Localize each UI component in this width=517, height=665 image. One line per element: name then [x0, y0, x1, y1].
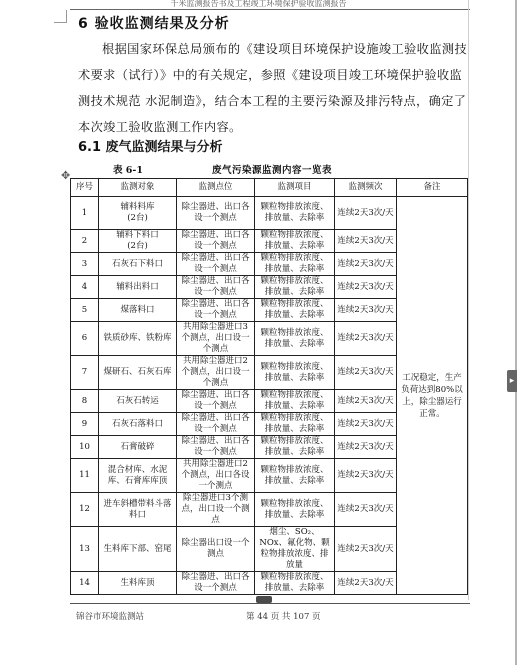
monitoring-object: 混合材库、水泥库、石膏库库顶 [99, 459, 177, 493]
row-number: 10 [71, 436, 99, 459]
row-number: 11 [71, 459, 99, 493]
monitoring-item: 颗粒物排放浓度、排放量、去除率 [255, 230, 335, 253]
margin-corner-mark [54, 10, 67, 23]
monitoring-object: 石灰石转运 [99, 390, 177, 413]
monitoring-object: 石膏破碎 [99, 436, 177, 459]
monitoring-object: 辅料料库 (2台) [99, 197, 177, 230]
monitoring-point: 除尘器进、出口各设一个测点 [177, 197, 255, 230]
monitoring-point: 除尘器进、出口各设一个测点 [177, 299, 255, 322]
monitoring-frequency: 连续2天3次/天 [335, 459, 397, 493]
paragraph-text: 根据国家环保总局颁布的《建设项目环境保护设施竣工验收监测技术要求（试行）》中的有关规定，参照《建设项目竣工环境保护验收监测技术规范 水泥制造》，结合本工程的主要污染源及排污特点，确定了本次竣工验收监测工作内容。 [78, 42, 468, 134]
monitoring-point: 除尘器进、出口各设一个测点 [177, 253, 255, 276]
monitoring-point: 除尘器进、出口各设一个测点 [177, 230, 255, 253]
header-rule [70, 9, 470, 10]
header-point: 监测点位 [177, 179, 255, 197]
row-number: 5 [71, 299, 99, 322]
monitoring-item: 颗粒物排放浓度、排放量、去除率 [255, 356, 335, 390]
footer-rule [70, 603, 470, 604]
row-number: 14 [71, 572, 99, 595]
header-item: 监测项目 [255, 179, 335, 197]
monitoring-frequency: 连续2天3次/天 [335, 493, 397, 527]
monitoring-item: 颗粒物排放浓度、排放量、去除率 [255, 459, 335, 493]
monitoring-frequency: 连续2天3次/天 [335, 197, 397, 230]
monitoring-item: 颗粒物排放浓度、排放量、去除率 [255, 322, 335, 356]
horizontal-scroll-thumb[interactable] [256, 596, 272, 603]
monitoring-point: 除尘器出口设一个测点 [177, 527, 255, 572]
monitoring-object: 进车斜槽带料斗落料口 [99, 493, 177, 527]
header-no: 序号 [71, 179, 99, 197]
monitoring-item: 颗粒物排放浓度、排放量、去除率 [255, 572, 335, 595]
monitoring-object: 石灰石下料口 [99, 253, 177, 276]
monitoring-frequency: 连续2天3次/天 [335, 299, 397, 322]
monitoring-frequency: 连续2天3次/天 [335, 390, 397, 413]
row-number: 12 [71, 493, 99, 527]
monitoring-frequency: 连续2天3次/天 [335, 253, 397, 276]
monitoring-object: 生料库下部、窑尾 [99, 527, 177, 572]
row-number: 8 [71, 390, 99, 413]
section-heading: 6 验收监测结果及分析 [78, 16, 230, 32]
subsection-heading: 6.1 废气监测结果与分析 [78, 140, 223, 155]
monitoring-point: 共用除尘器进口2个测点，出口各设一个测点 [177, 459, 255, 493]
monitoring-frequency: 连续2天3次/天 [335, 276, 397, 299]
table-header-row [71, 179, 468, 197]
monitoring-frequency: 连续2天3次/天 [335, 436, 397, 459]
row-number: 9 [71, 413, 99, 436]
row-number: 13 [71, 527, 99, 572]
monitoring-point: 除尘器进、出口各设一个测点 [177, 276, 255, 299]
monitoring-frequency: 连续2天3次/天 [335, 527, 397, 572]
row-number: 6 [71, 322, 99, 356]
row-number: 2 [71, 230, 99, 253]
row-number: 3 [71, 253, 99, 276]
monitoring-frequency: 连续2天3次/天 [335, 413, 397, 436]
monitoring-item: 颗粒物排放浓度、排放量、去除率 [255, 390, 335, 413]
remark-note: 工况稳定，生产负荷达到80%以上，除尘器运行正常。 [397, 197, 468, 595]
row-number: 4 [71, 276, 99, 299]
monitoring-item: 颗粒物排放浓度、排放量、去除率 [255, 197, 335, 230]
monitoring-item: 颗粒物排放浓度、排放量、去除率 [255, 253, 335, 276]
footer-organization: 锦谷市环境监测站 [76, 612, 145, 622]
monitoring-object: 辅料下料口 (2台) [99, 230, 177, 253]
table-title: 废气污染源监测内容一览表 [212, 165, 333, 176]
table-caption: 表 6-1 [113, 165, 143, 176]
monitoring-table [70, 178, 468, 595]
page-number: 第 44 页 共 107 页 [246, 612, 321, 622]
monitoring-object: 石灰石落料口 [99, 413, 177, 436]
table-body [71, 197, 468, 595]
monitoring-frequency: 连续2天3次/天 [335, 356, 397, 390]
monitoring-point: 除尘器进口3个测点，出口设一个测点 [177, 493, 255, 527]
monitoring-item: 颗粒物排放浓度、排放量、去除率 [255, 436, 335, 459]
text-boundary-line [468, 0, 469, 600]
monitoring-point: 共用除尘器进口2个测点，出口设一个测点 [177, 356, 255, 390]
monitoring-item: 颗粒物排放浓度、排放量、去除率 [255, 493, 335, 527]
monitoring-object: 煤落料口 [99, 299, 177, 322]
monitoring-frequency: 连续2天3次/天 [335, 322, 397, 356]
monitoring-object: 辅料出料口 [99, 276, 177, 299]
monitoring-item: 烟尘、SO₂、NOx、氟化物、颗粒物排放浓度、排放量 [255, 527, 335, 572]
table-move-handle-icon[interactable]: ✥ [61, 169, 71, 182]
monitoring-object: 铁质砂库、铁粉库 [99, 322, 177, 356]
table-row [71, 197, 468, 230]
monitoring-point: 除尘器进、出口各设一个测点 [177, 413, 255, 436]
monitoring-item: 颗粒物排放浓度、排放量、去除率 [255, 299, 335, 322]
monitoring-item: 颗粒物排放浓度、排放量、去除率 [255, 276, 335, 299]
header-frequency: 监测频次 [335, 179, 397, 197]
header-object: 监测对象 [99, 179, 177, 197]
monitoring-item: 颗粒物排放浓度、排放量、去除率 [255, 413, 335, 436]
monitoring-frequency: 连续2天3次/天 [335, 230, 397, 253]
monitoring-object: 煤研石、石灰石库 [99, 356, 177, 390]
expand-arrow-icon[interactable]: ▸ [507, 370, 517, 392]
monitoring-object: 生料库顶 [99, 572, 177, 595]
monitoring-point: 除尘器进、出口各设一个测点 [177, 572, 255, 595]
monitoring-point: 除尘器进、出口各设一个测点 [177, 390, 255, 413]
row-number: 1 [71, 197, 99, 230]
monitoring-point: 除尘器进、出口各设一个测点 [177, 436, 255, 459]
monitoring-frequency: 连续2天3次/天 [335, 572, 397, 595]
body-paragraph [78, 36, 468, 140]
row-number: 7 [71, 356, 99, 390]
monitoring-point: 共用除尘器进口3个测点，出口设一个测点 [177, 322, 255, 356]
running-header: 千米监测报告书及工程竣工环境保护验收监测报告 [170, 0, 347, 8]
header-remark: 备注 [397, 179, 468, 197]
